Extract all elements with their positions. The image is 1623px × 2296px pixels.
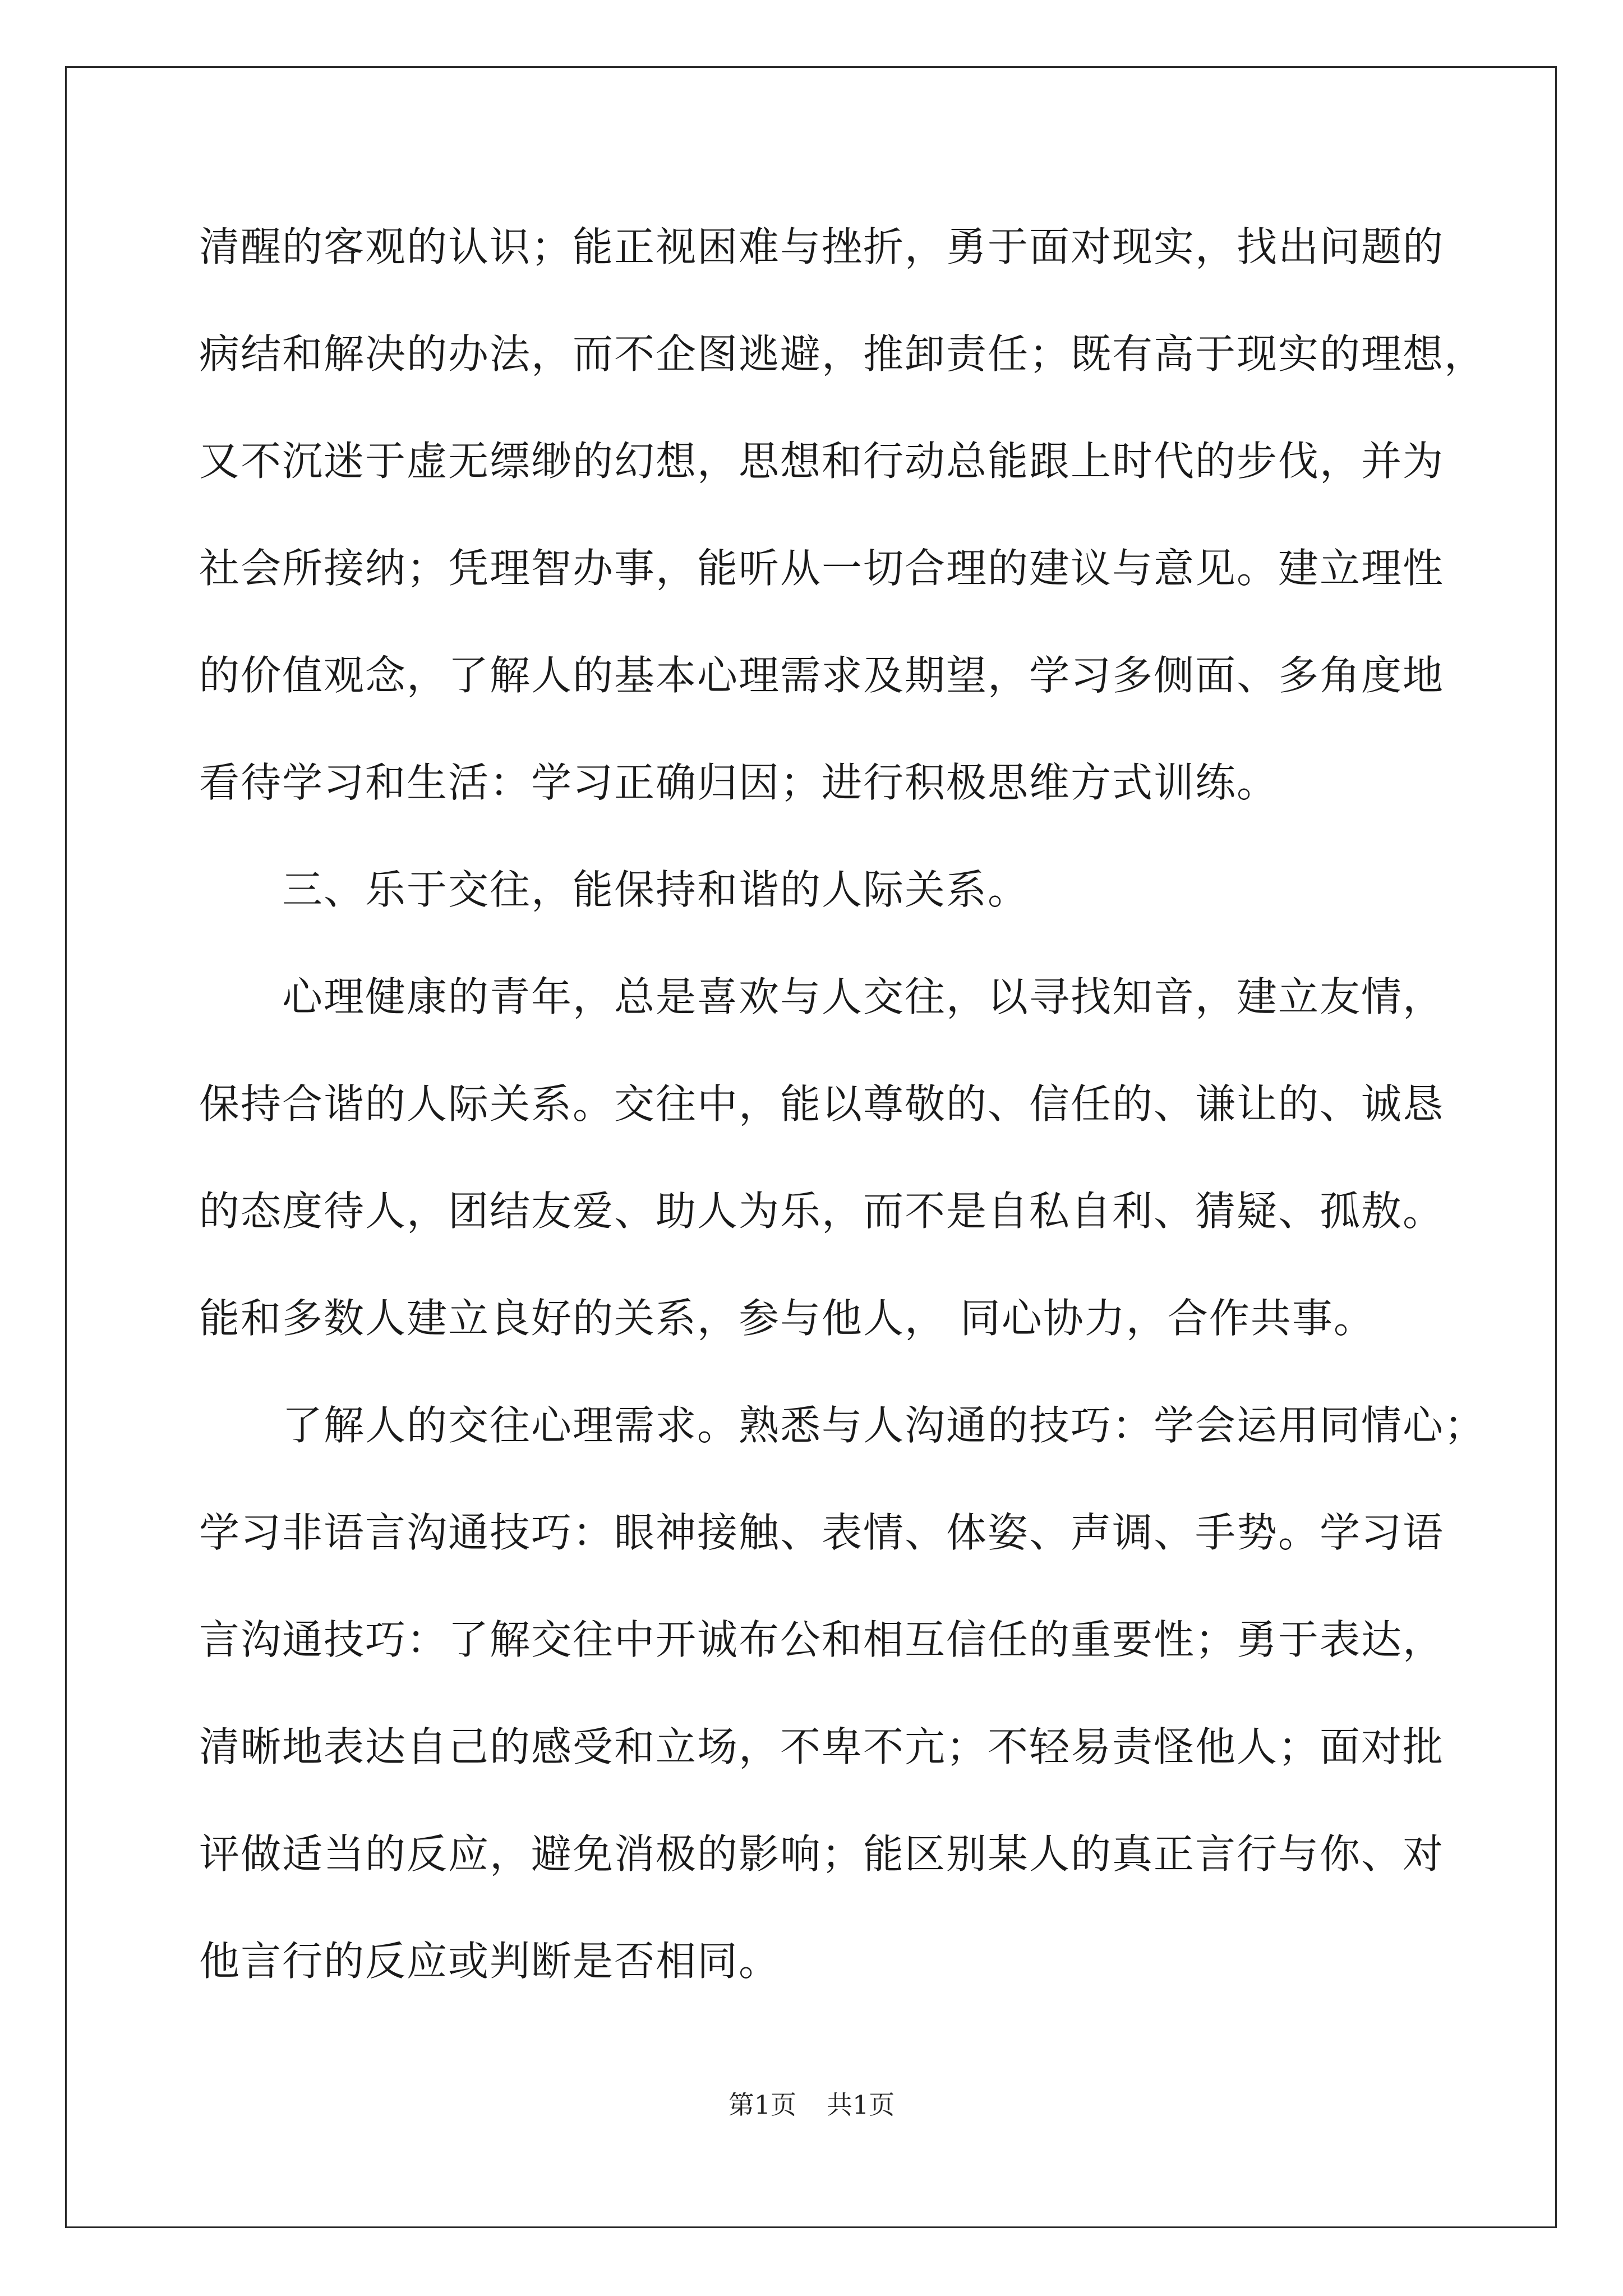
text-line: 又不沉迷于虚无缥缈的幻想，思想和行动总能跟上时代的步伐，并为 [199, 438, 1445, 485]
page-number: 第1页 [728, 2090, 796, 2120]
page-footer [0, 2088, 1623, 2122]
page-total: 共1页 [827, 2090, 895, 2120]
text-line: 保持合谐的人际关系。交往中，能以尊敬的、信任的、谦让的、诚恳 [199, 1080, 1445, 1128]
text-line: 社会所接纳；凭理智办事，能听从一切合理的建议与意见。建立理性 [199, 545, 1445, 592]
text-line: 评做适当的反应，避免消极的影响；能区别某人的真正言行与你、对 [199, 1830, 1445, 1878]
paragraph-start-line: 心理健康的青年，总是喜欢与人交往，以寻找知音，建立友情， [282, 973, 1445, 1020]
text-line: 清晰地表达自己的感受和立场，不卑不亢；不轻易责怪他人；面对批 [199, 1723, 1445, 1770]
text-line: 能和多数人建立良好的关系，参与他人， 同心协力，合作共事。 [199, 1295, 1375, 1342]
text-line: 言沟通技巧：了解交往中开诚布公和相互信任的重要性；勇于表达， [199, 1616, 1445, 1663]
text-line: 看待学习和生活：学习正确归因；进行积极思维方式训练。 [199, 759, 1279, 806]
text-line: 的价值观念，了解人的基本心理需求及期望，学习多侧面、多角度地 [199, 652, 1445, 699]
text-line: 他言行的反应或判断是否相同。 [199, 1938, 781, 1985]
section-heading: 三、乐于交往，能保持和谐的人际关系。 [282, 866, 1030, 913]
text-line: 清醒的客观的认识；能正视困难与挫折，勇于面对现实，找出问题的 [199, 223, 1445, 270]
text-line: 的态度待人，团结友爱、助人为乐，而不是自私自利、猜疑、孤敖。 [199, 1188, 1445, 1235]
document-body [199, 216, 1486, 2037]
text-line: 病结和解决的办法，而不企图逃避，推卸责任；既有高于现实的理想， [199, 330, 1486, 378]
paragraph-start-line: 了解人的交往心理需求。熟悉与人沟通的技巧：学会运用同情心； [282, 1402, 1486, 1449]
text-line: 学习非语言沟通技巧：眼神接触、表情、体姿、声调、手势。学习语 [199, 1509, 1445, 1556]
